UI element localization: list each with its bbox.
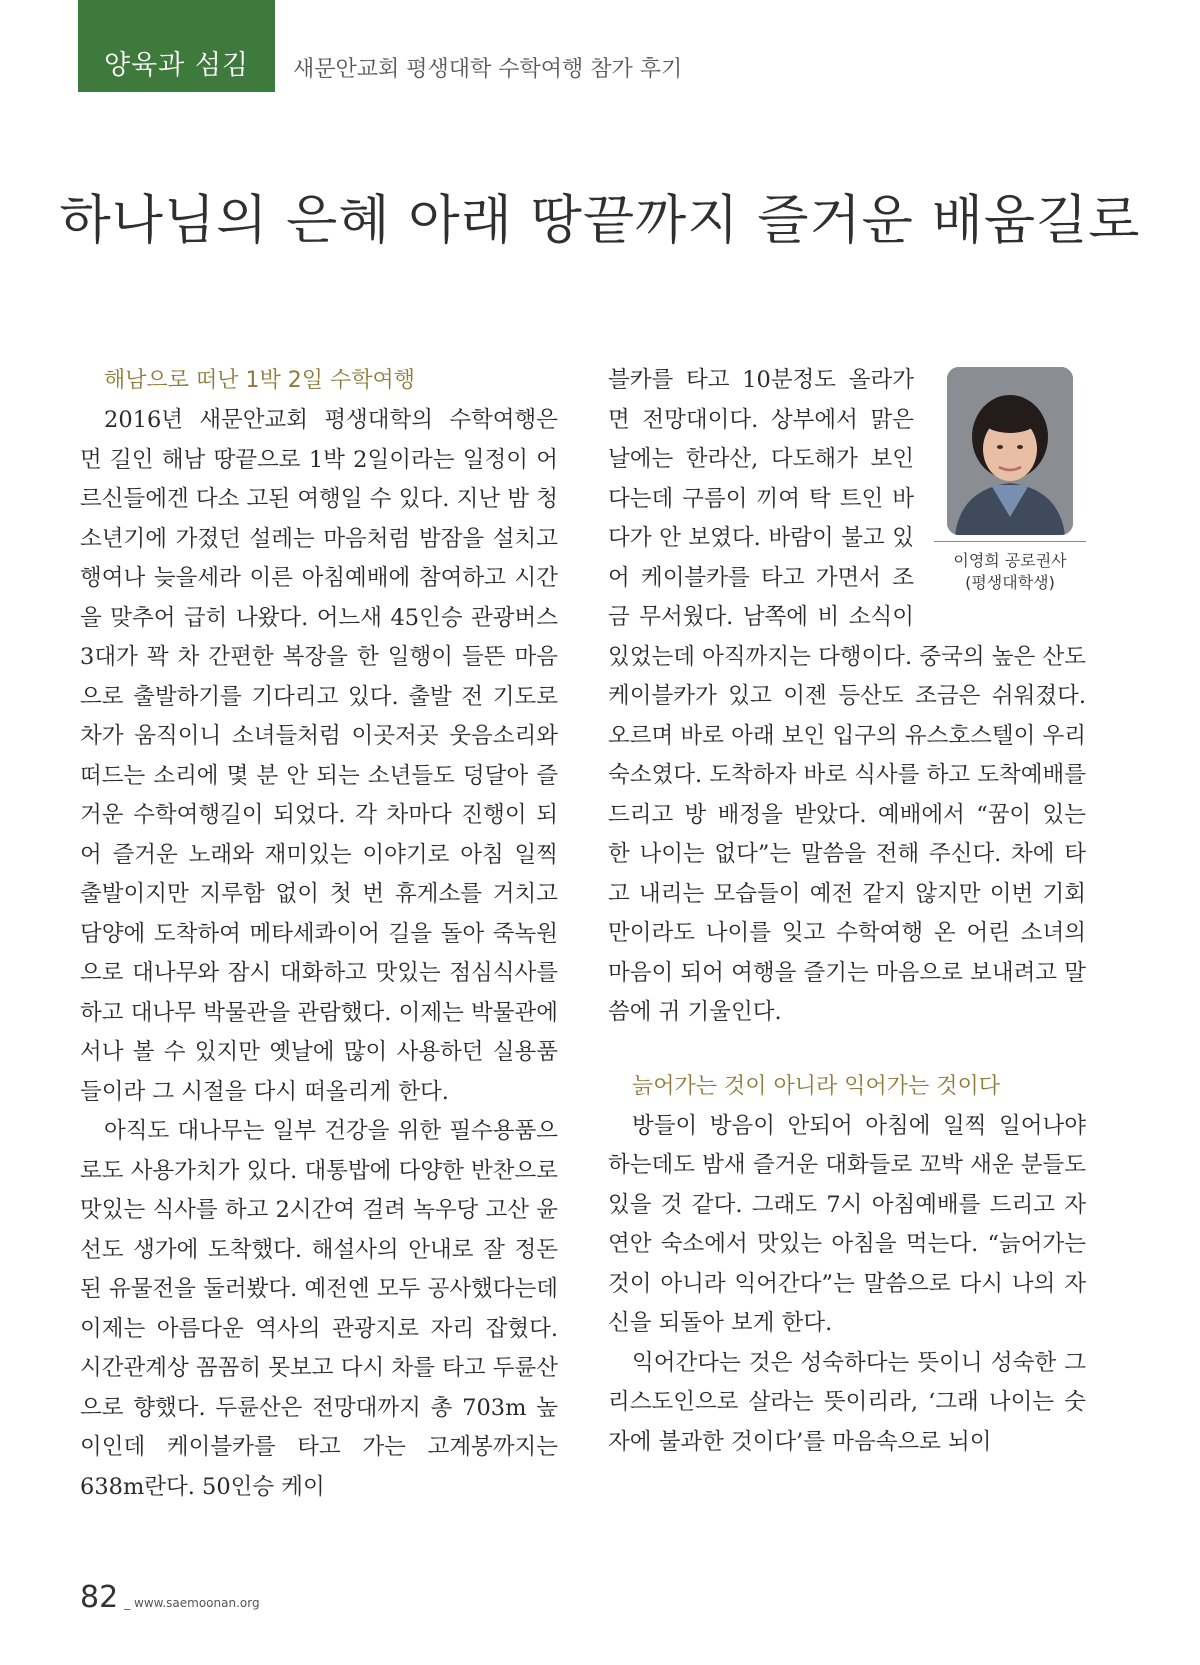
author-photo (947, 367, 1073, 535)
author-name: 이영희 공로권사 (953, 551, 1067, 570)
right-column (608, 361, 1086, 1462)
section-category-label: 양육과 섬김 (104, 50, 249, 81)
page-number: 82 (80, 1580, 119, 1615)
author-photo-block (934, 367, 1086, 594)
website-link[interactable]: _ www.saemoonan.org (124, 1596, 260, 1610)
caption-divider (934, 541, 1086, 542)
portrait-image (947, 367, 1073, 535)
section-category-tab (78, 0, 275, 92)
author-role: (평생대학생) (965, 573, 1055, 592)
article-title: 하나님의 은혜 아래 땅끝까지 즐거운 배움길로 (59, 190, 1141, 251)
section-heading-ripening: 늙어가는 것이 아니라 익어가는 것이다 (632, 1073, 1001, 1099)
section-heading-trip: 해남으로 떠난 1박 2일 수학여행 (104, 368, 415, 393)
article-subtitle: 새문안교회 평생대학 수학여행 참가 후기 (293, 57, 683, 82)
paragraph: 블카를 타고 10분정도 올라가면 전망대이다. 상부에서 맑은 날에는 한라산, 다도해가 보인다는데 구름이 끼여 탁 트인 바다가 안 보였다. 바람이 불고 있어 케이블카를 타고 가면서 조금 무서웠다. 남쪽에 비 소식이 있었는데 아직까지는 다행이다. 중국의 높은 산도 케이블카가 있고 이젠 등산도 조금은 쉬워졌다. 오르며 바로 아래 보인 입구의 유스호스텔이 우리 숙소였다. 도착하자 바로 식사를 하고 도착예배를 드리고 방 배정을 받았다. 예배에서 “꿈이 있는 한 나이는 없다”는 말씀을 전해 주신다. 차에 타고 내리는 모습들이 예전 같지 않지만 이번 기회 만이라도 나이를 잊고 수학여행 온 어린 소녀의 마음이 되어 여행을 즐기는 마음으로 보내려고 말씀에 귀 기울인다. (608, 367, 1086, 1025)
spacer (608, 1033, 1086, 1067)
paragraph: 아직도 대나무는 일부 건강을 위한 필수용품으로도 사용가치가 있다. 대통밥에 다양한 반찬으로 맛있는 식사를 하고 2시간여 걸려 녹우당 고산 윤선도 생가에 도착했다. 해설사의 안내로 잘 정돈된 유물전을 둘러봤다. 예전엔 모두 공사했다는데 이제는 아름다운 역사의 관광지로 자리 잡혔다. 시간관계상 꼼꼼히 못보고 다시 차를 타고 두륜산으로 향했다. 두륜산은 전망대까지 총 703m 높이인데 케이블카를 타고 가는 고계봉까지는 638m란다. 50인승 케이 (80, 1118, 558, 1500)
paragraph: 방들이 방음이 안되어 아침에 일찍 일어나야 하는데도 밤새 즐거운 대화들로 꼬박 새운 분들도 있을 것 같다. 그래도 7시 아침예배를 드리고 자연안 숙소에서 맛있는 아침을 먹는다. “늙어가는 것이 아니라 익어간다”는 말씀으로 다시 나의 자신을 되돌아 보게 한다. (608, 1112, 1086, 1336)
page-footer (80, 1580, 260, 1615)
left-column (80, 361, 558, 1507)
paragraph: 익어간다는 것은 성숙하다는 뜻이니 성숙한 그리스도인으로 살라는 뜻이리라, ‘그래 나이는 숫자에 불과한 것이다’를 마음속으로 뇌이 (608, 1349, 1086, 1455)
paragraph: 2016년 새문안교회 평생대학의 수학여행은 먼 길인 해남 땅끝으로 1박 2일이라는 일정이 어르신들에겐 다소 고된 여행일 수 있다. 지난 밤 청소년기에 가졌던 설레는 마음처럼 밤잠을 설치고 행여나 늦을세라 이른 아침예배에 참여하고 시간을 맞추어 급히 나왔다. 어느새 45인승 관광버스 3대가 꽉 차 간편한 복장을 한 일행이 들뜬 마음으로 출발하기를 기다리고 있다. 출발 전 기도로 차가 움직이니 소녀들처럼 이곳저곳 웃음소리와 떠드는 소리에 몇 분 안 되는 소년들도 덩달아 즐거운 수학여행길이 되었다. 각 차마다 진행이 되어 즐거운 노래와 재미있는 이야기로 아침 일찍 출발이지만 지루함 없이 첫 번 휴게소를 거치고 담양에 도착하여 메타세콰이어 길을 돌아 죽녹원으로 대나무와 잠시 대화하고 맛있는 점심식사를 하고 대나무 박물관을 관람했다. 이제는 박물관에서나 볼 수 있지만 옛날에 많이 사용하던 실용품들이라 그 시절을 다시 떠올리게 한다. (80, 407, 558, 1105)
